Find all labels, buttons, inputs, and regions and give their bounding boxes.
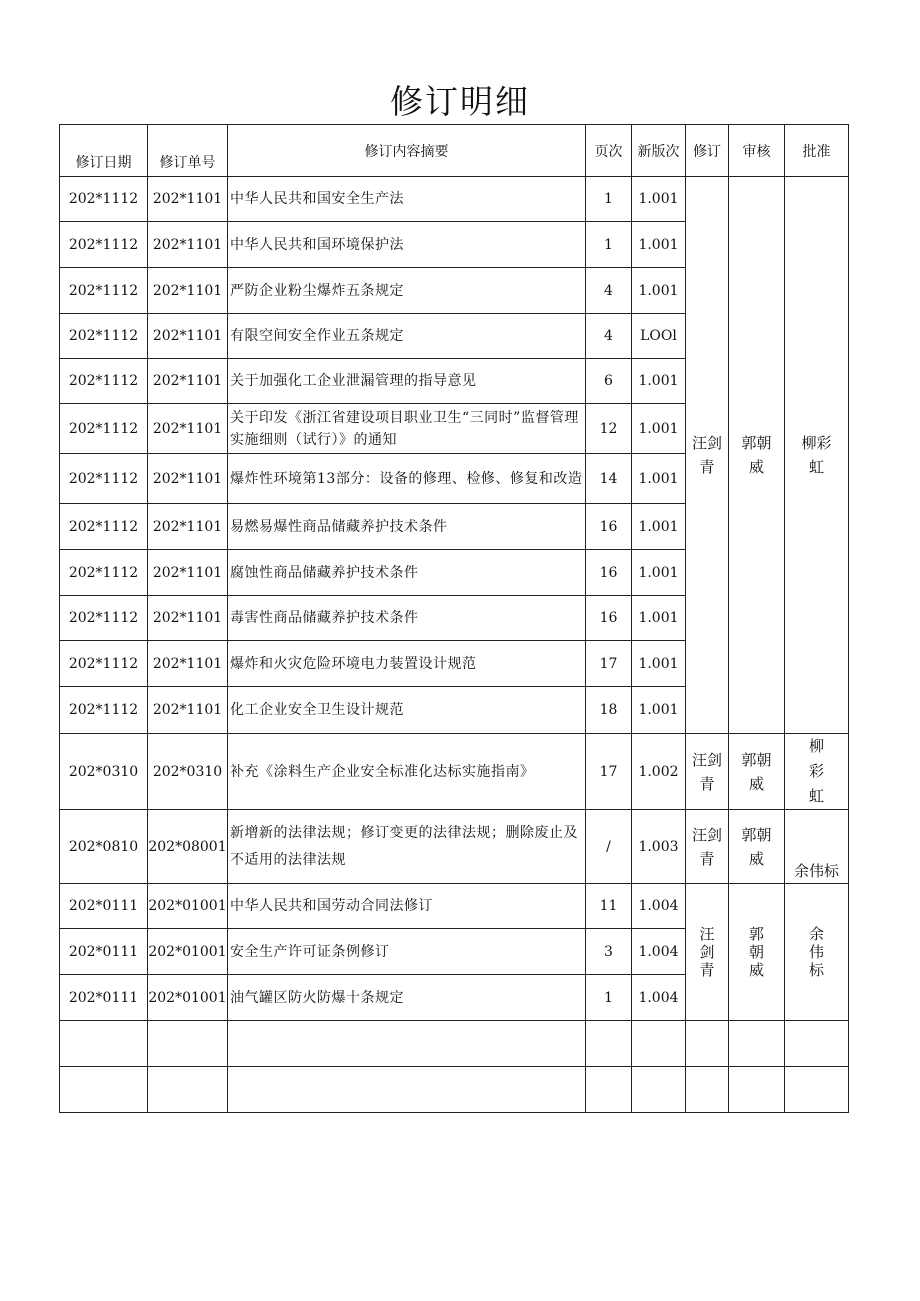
cell-number: 202*1101: [148, 268, 228, 314]
cell-version: 1.004: [632, 975, 686, 1021]
cell-page: 3: [586, 929, 632, 975]
cell-version: 1.001: [632, 687, 686, 734]
cell-date: 202*1112: [60, 687, 148, 734]
cell-number: 202*1101: [148, 641, 228, 687]
cell-content: 中华人民共和国劳动合同法修订: [228, 884, 586, 929]
cell-date: 202*1112: [60, 596, 148, 641]
table-row: [60, 884, 849, 929]
cell-page: 17: [586, 641, 632, 687]
signoff-reviewer: 郭朝威: [729, 810, 785, 884]
cell-version: 1.002: [632, 734, 686, 810]
empty-cell: [586, 1067, 632, 1113]
empty-cell: [228, 1067, 586, 1113]
header-number: 修订单号: [148, 125, 228, 177]
cell-date: 202*0810: [60, 810, 148, 884]
cell-version: 1.001: [632, 268, 686, 314]
cell-page: 18: [586, 687, 632, 734]
empty-cell: [60, 1067, 148, 1113]
signoff-reviewer: 郭朝威: [729, 734, 785, 810]
cell-content: 安全生产许可证条例修订: [228, 929, 586, 975]
header-date: 修订日期: [60, 125, 148, 177]
empty-cell: [785, 1067, 849, 1113]
cell-version: 1.001: [632, 454, 686, 504]
cell-content: 严防企业粉尘爆炸五条规定: [228, 268, 586, 314]
empty-cell: [729, 1021, 785, 1067]
empty-row: [60, 1067, 849, 1113]
cell-content: 易燃易爆性商品储藏养护技术条件: [228, 504, 586, 550]
cell-date: 202*1112: [60, 268, 148, 314]
cell-content: 关于印发《浙江省建设项目职业卫生“三同时”监督管理实施细则（试行）》的通知: [228, 404, 586, 454]
empty-cell: [148, 1021, 228, 1067]
signoff-approver: 余伟标: [785, 810, 849, 884]
cell-content: 毒害性商品储藏养护技术条件: [228, 596, 586, 641]
empty-cell: [60, 1021, 148, 1067]
cell-number: 202*01001: [148, 884, 228, 929]
signoff-approver: 柳彩虹: [785, 734, 849, 810]
empty-cell: [686, 1021, 729, 1067]
cell-number: 202*1101: [148, 314, 228, 359]
cell-date: 202*0111: [60, 929, 148, 975]
cell-version: 1.001: [632, 504, 686, 550]
cell-content: 关于加强化工企业泄漏管理的指导意见: [228, 359, 586, 404]
cell-page: 1: [586, 177, 632, 222]
cell-version: 1.001: [632, 359, 686, 404]
cell-date: 202*1112: [60, 177, 148, 222]
cell-date: 202*1112: [60, 454, 148, 504]
table-row: [60, 734, 849, 810]
empty-cell: [632, 1021, 686, 1067]
cell-number: 202*08001: [148, 810, 228, 884]
cell-content: 腐蚀性商品储藏养护技术条件: [228, 550, 586, 596]
header-reviser: 修订: [686, 125, 729, 177]
cell-content: 新增新的法律法规；修订变更的法律法规；删除废止及不适用的法律法规: [228, 810, 586, 884]
cell-page: 6: [586, 359, 632, 404]
cell-version: 1.001: [632, 177, 686, 222]
cell-page: /: [586, 810, 632, 884]
empty-cell: [148, 1067, 228, 1113]
signoff-reviewer: 郭朝威: [729, 884, 785, 1021]
cell-number: 202*1101: [148, 687, 228, 734]
cell-page: 16: [586, 596, 632, 641]
page-title: 修订明细: [390, 82, 530, 121]
cell-date: 202*1112: [60, 314, 148, 359]
empty-cell: [632, 1067, 686, 1113]
cell-number: 202*1101: [148, 596, 228, 641]
signoff-approver: 余伟标: [785, 884, 849, 1021]
cell-page: 1: [586, 222, 632, 268]
cell-date: 202*1112: [60, 222, 148, 268]
cell-number: 202*1101: [148, 404, 228, 454]
signoff-reviewer: 郭朝威: [729, 177, 785, 734]
cell-date: 202*1112: [60, 404, 148, 454]
cell-version: 1.004: [632, 884, 686, 929]
cell-number: 202*1101: [148, 177, 228, 222]
cell-version: LOOl: [632, 314, 686, 359]
cell-page: 14: [586, 454, 632, 504]
cell-date: 202*1112: [60, 504, 148, 550]
cell-content: 油气罐区防火防爆十条规定: [228, 975, 586, 1021]
signoff-reviser: 汪剑青: [686, 177, 729, 734]
cell-version: 1.001: [632, 596, 686, 641]
header-row: [60, 125, 849, 177]
cell-date: 202*0111: [60, 884, 148, 929]
cell-date: 202*1112: [60, 550, 148, 596]
empty-row: [60, 1021, 849, 1067]
cell-content: 化工企业安全卫生设计规范: [228, 687, 586, 734]
table-row: [60, 177, 849, 222]
cell-content: 爆炸和火灾危险环境电力装置设计规范: [228, 641, 586, 687]
cell-number: 202*01001: [148, 975, 228, 1021]
cell-version: 1.001: [632, 641, 686, 687]
cell-page: 16: [586, 550, 632, 596]
table-row: [60, 810, 849, 884]
cell-number: 202*1101: [148, 222, 228, 268]
cell-version: 1.001: [632, 404, 686, 454]
cell-version: 1.001: [632, 222, 686, 268]
header-page: 页次: [586, 125, 632, 177]
empty-cell: [586, 1021, 632, 1067]
signoff-reviser: 汪剑青: [686, 734, 729, 810]
cell-content: 爆炸性环境第13部分：设备的修理、检修、修复和改造: [228, 454, 586, 504]
cell-number: 202*1101: [148, 550, 228, 596]
revision-table: [59, 124, 849, 1113]
header-version: 新版次: [632, 125, 686, 177]
cell-content: 中华人民共和国安全生产法: [228, 177, 586, 222]
cell-page: 4: [586, 314, 632, 359]
empty-cell: [686, 1067, 729, 1113]
signoff-approver: 柳彩虹: [785, 177, 849, 734]
cell-version: 1.004: [632, 929, 686, 975]
cell-content: 补充《涂料生产企业安全标准化达标实施指南》: [228, 734, 586, 810]
header-content: 修订内容摘要: [228, 125, 586, 177]
cell-number: 202*0310: [148, 734, 228, 810]
cell-page: 16: [586, 504, 632, 550]
cell-number: 202*1101: [148, 359, 228, 404]
header-reviewer: 审核: [729, 125, 785, 177]
empty-cell: [228, 1021, 586, 1067]
cell-date: 202*0111: [60, 975, 148, 1021]
cell-page: 1: [586, 975, 632, 1021]
cell-date: 202*1112: [60, 359, 148, 404]
cell-version: 1.001: [632, 550, 686, 596]
cell-date: 202*1112: [60, 641, 148, 687]
cell-date: 202*0310: [60, 734, 148, 810]
cell-page: 17: [586, 734, 632, 810]
cell-page: 4: [586, 268, 632, 314]
signoff-reviser: 汪剑青: [686, 810, 729, 884]
cell-content: 有限空间安全作业五条规定: [228, 314, 586, 359]
empty-cell: [729, 1067, 785, 1113]
cell-content: 中华人民共和国环境保护法: [228, 222, 586, 268]
header-approver: 批准: [785, 125, 849, 177]
cell-version: 1.003: [632, 810, 686, 884]
cell-page: 11: [586, 884, 632, 929]
empty-cell: [785, 1021, 849, 1067]
cell-number: 202*1101: [148, 504, 228, 550]
cell-number: 202*01001: [148, 929, 228, 975]
signoff-reviser: 汪剑青: [686, 884, 729, 1021]
cell-number: 202*1101: [148, 454, 228, 504]
cell-page: 12: [586, 404, 632, 454]
